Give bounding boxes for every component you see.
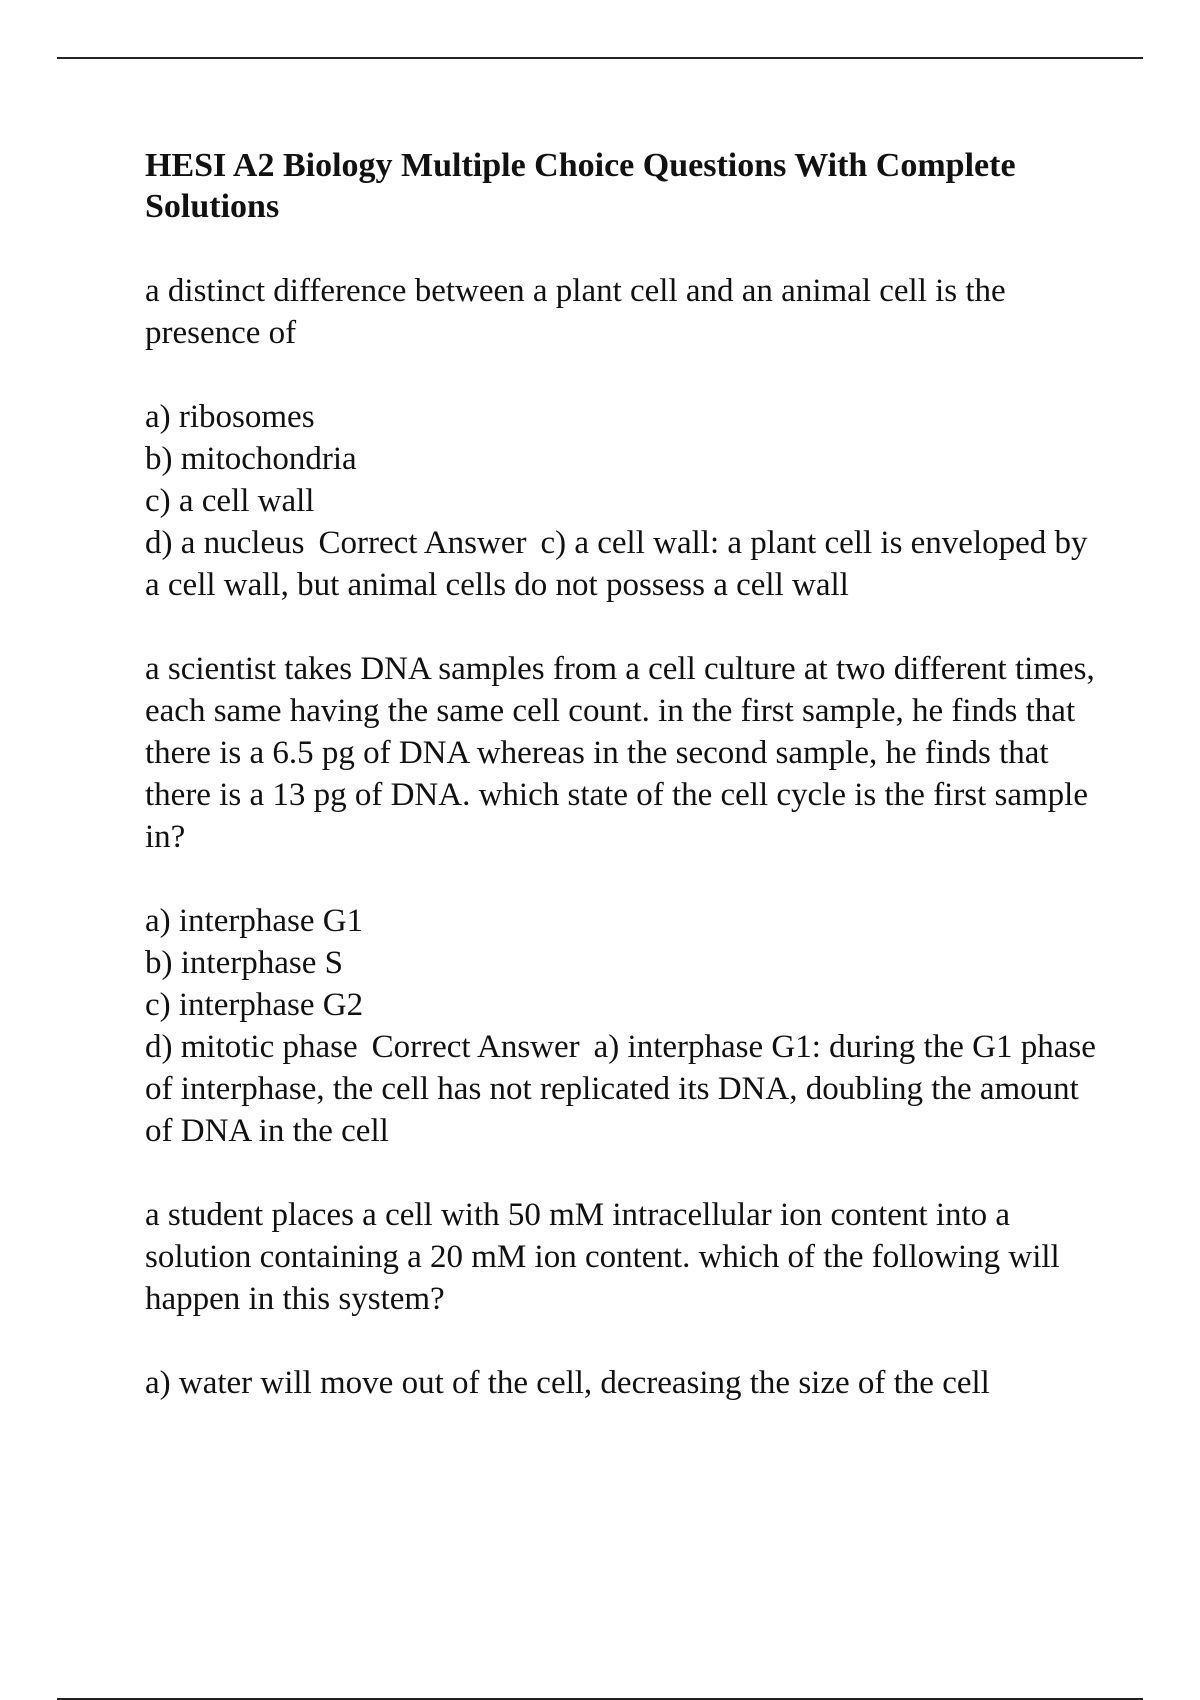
option-item: a) interphase G1 [145, 903, 364, 939]
correct-answer-label: Correct Answer [371, 1029, 580, 1065]
option-item: c) a cell wall [145, 483, 315, 519]
option-item: b) interphase S [145, 945, 343, 981]
question-block [145, 648, 1105, 1152]
answer-explanation: c) a cell wall: a plant cell is enveloped by a cell wall, but animal cells do not possess a cell wall [145, 525, 1088, 603]
document-title: HESI A2 Biology Multiple Choice Questions With Complete Solutions [145, 147, 1016, 225]
correct-answer-label: Correct Answer [318, 525, 527, 561]
question-text: a student places a cell with 50 mM intracellular ion content into a solution containing a 20 mM ion content. which of the following will happen in this system? [145, 1197, 1060, 1317]
option-list [145, 900, 1105, 1152]
option-item: d) mitotic phase [145, 1029, 358, 1065]
option-list [145, 1362, 1105, 1404]
last-option-with-answer [145, 1029, 1096, 1149]
option-item: b) mitochondria [145, 441, 357, 477]
option-item: a) water will move out of the cell, decreasing the size of the cell [145, 1365, 990, 1401]
last-option-with-answer [145, 525, 1088, 603]
question-block [145, 270, 1105, 606]
option-list [145, 396, 1105, 606]
option-item: a) ribosomes [145, 399, 315, 435]
document-body [145, 145, 1105, 1404]
option-item: c) interphase G2 [145, 987, 364, 1023]
question-block [145, 1194, 1105, 1404]
header-rule [57, 57, 1143, 59]
question-text: a scientist takes DNA samples from a cell culture at two different times, each same having the same cell count. in the first sample, he finds that there is a 6.5 pg of DNA whereas in the second sample, he finds that there is a 13 pg of DNA. which state of the cell cycle is the first sample in? [145, 651, 1095, 855]
option-item: d) a nucleus [145, 525, 305, 561]
answer-explanation: a) interphase G1: during the G1 phase of interphase, the cell has not replicated its DNA, doubling the amount of DNA in the cell [145, 1029, 1096, 1149]
question-text: a distinct difference between a plant cell and an animal cell is the presence of [145, 273, 1006, 351]
